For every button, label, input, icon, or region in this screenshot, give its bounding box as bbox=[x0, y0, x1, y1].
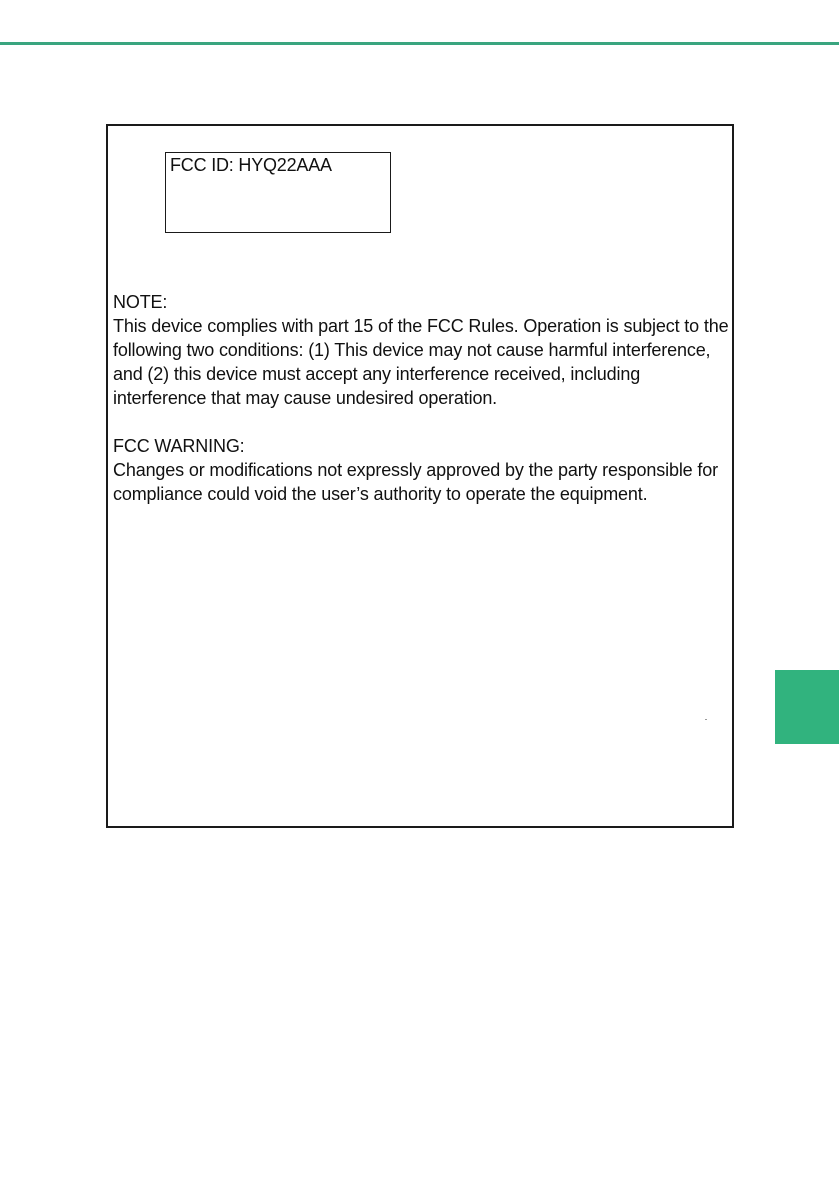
warning-heading: FCC WARNING: bbox=[113, 436, 245, 456]
fcc-label-frame bbox=[106, 124, 734, 828]
section-thumb-tab bbox=[775, 670, 839, 744]
header-rule bbox=[0, 42, 839, 45]
fcc-id-box bbox=[165, 152, 391, 233]
note-section bbox=[113, 290, 733, 410]
stray-mark bbox=[705, 719, 707, 720]
warning-body: Changes or modifications not expressly approved by the party responsible for compliance could void the user’s authority to operate the equipment. bbox=[113, 460, 718, 504]
fcc-id-text: FCC ID: HYQ22AAA bbox=[170, 155, 332, 175]
note-body: This device complies with part 15 of the FCC Rules. Operation is subject to the following two conditions: (1) This device may not cause harmful interference, and (2) this device must accept any interference received, including interference that may cause undesired operation. bbox=[113, 316, 729, 408]
warning-section bbox=[113, 434, 733, 506]
note-heading: NOTE: bbox=[113, 292, 168, 312]
